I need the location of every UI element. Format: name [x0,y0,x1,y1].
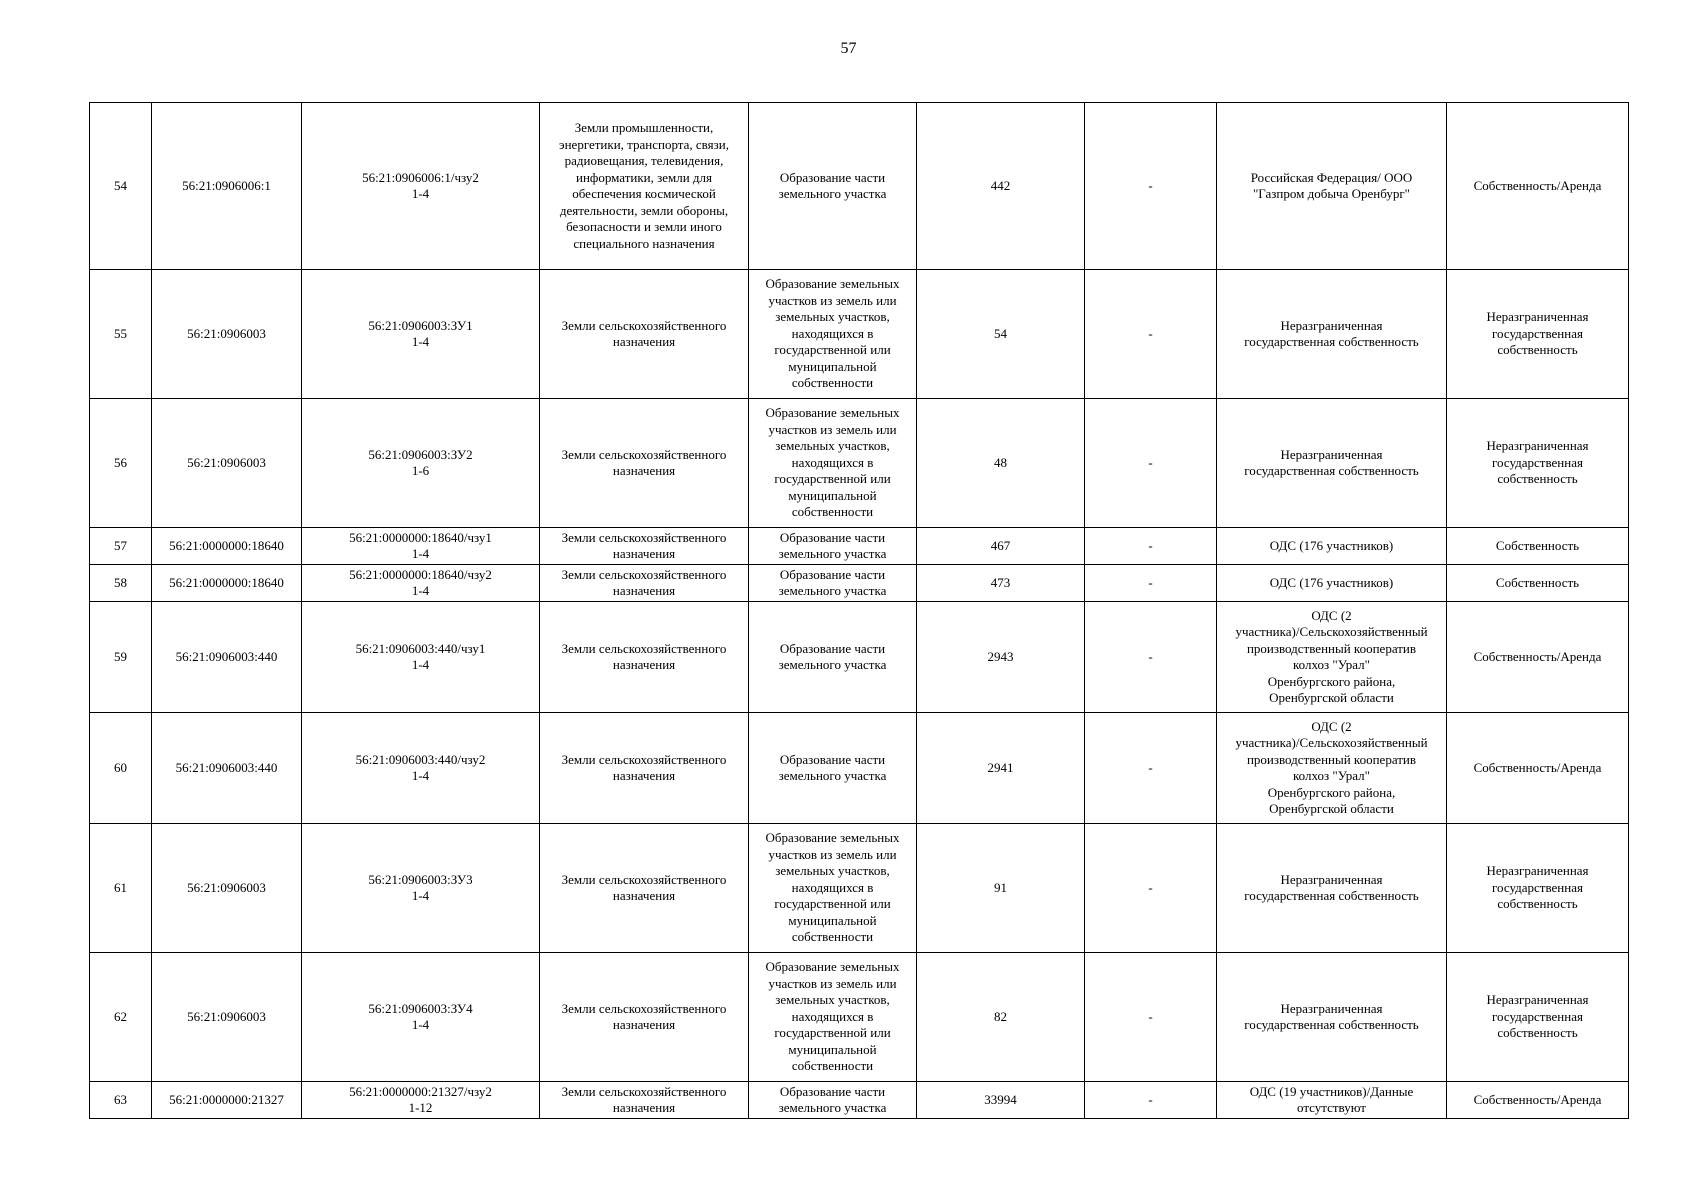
cell-text-line: 1-4 [411,1017,430,1032]
cell-text-line: Земли сельскохозяйственного [561,566,727,582]
cell-text-line: отсутствуют [1297,1100,1366,1115]
cell-text-line: Земли сельскохозяйственного [561,317,727,333]
cell-text-line: государственная собственность [1244,463,1419,478]
land-category-cell [540,602,749,713]
right-type-cell [1447,103,1629,270]
right-type-cell [1447,399,1629,528]
right-type-cell [1447,713,1629,824]
cell-text-line: Неразграниченная [1486,863,1589,879]
area-cell: 467 [917,528,1085,565]
owner-cell [1217,399,1447,528]
cell-text-line: информатики, земли для [575,169,713,185]
cell-text-line: Оренбургского района, [1267,673,1396,689]
cell-text-line: Собственность/Аренда [1473,177,1602,193]
cell-text-line: Образование части [779,529,886,545]
cell-text-line: "Газпром добыча Оренбург" [1253,186,1410,201]
cell-text-line: деятельности, земли обороны, [559,202,729,218]
table-row [90,953,1629,1082]
plot-part-number-cell [302,824,540,953]
encumbrance-cell: - [1085,399,1217,528]
cell-text-line: земельного участка [778,1100,887,1115]
cell-text-line: Образование части [779,751,886,767]
cell-text-line: Оренбургского района, [1267,784,1396,800]
cell-text-line: государственная [1492,879,1583,895]
cell-text-line: собственности [791,375,874,391]
formation-purpose-cell [749,103,917,270]
land-category-cell [540,1082,749,1119]
land-category-cell [540,824,749,953]
table-row [90,565,1629,602]
formation-purpose-cell [749,953,917,1082]
cell-text-line: 56:21:0906006:1/чзу2 [362,169,479,185]
cell-text-line: Земли сельскохозяйственного [561,640,727,656]
right-type-cell [1447,565,1629,602]
plot-part-number-cell [302,602,540,713]
cell-text-line: 56:21:0000000:18640/чзу1 [349,529,492,545]
cell-text-line: Образование земельных [765,405,900,421]
cell-text-line: специального назначения [573,235,715,251]
cell-text-line: 1-4 [411,657,430,672]
area-cell: 442 [917,103,1085,270]
cell-text-line: производственный кооператив [1246,640,1417,656]
owner-cell [1217,1082,1447,1119]
table-row [90,103,1629,270]
cell-text-line: участков из земель или [768,975,897,991]
cell-text-line: собственности [791,504,874,520]
cell-text-line: участков из земель или [768,846,897,862]
cell-text-line: Образование части [779,566,886,582]
encumbrance-cell: - [1085,528,1217,565]
cell-text-line: Неразграниченная [1486,438,1589,454]
cell-text-line: назначения [612,1100,676,1115]
right-type-cell [1447,953,1629,1082]
cell-text-line: собственность [1497,342,1578,358]
cell-text-line: государственной или [774,896,891,912]
land-category-cell [540,399,749,528]
plot-part-number-cell [302,103,540,270]
row-number-cell: 58 [90,565,152,602]
cell-text-line: Собственность [1495,537,1580,553]
cadastral-number-cell: 56:21:0906003:440 [152,602,302,713]
table-row [90,1082,1629,1119]
cadastral-number-cell: 56:21:0906003 [152,953,302,1082]
area-cell: 2943 [917,602,1085,713]
cell-text-line: муниципальной [788,912,877,928]
row-number-cell: 61 [90,824,152,953]
cell-text-line: Образование части [779,1083,886,1099]
cadastral-number-cell: 56:21:0906003 [152,824,302,953]
right-type-cell [1447,602,1629,713]
table-row [90,399,1629,528]
cell-text-line: безопасности и земли иного [566,219,722,234]
owner-cell [1217,953,1447,1082]
cell-text-line: Неразграниченная [1280,446,1383,462]
area-cell: 82 [917,953,1085,1082]
cell-text-line: 1-12 [408,1100,433,1115]
row-number-cell: 63 [90,1082,152,1119]
cell-text-line: находящихся в [791,454,874,470]
cell-text-line: собственности [791,929,874,945]
cell-text-line: 56:21:0000000:18640/чзу2 [349,566,492,582]
row-number-cell: 57 [90,528,152,565]
cell-text-line: назначения [612,657,676,672]
cell-text-line: Образование земельных [765,959,900,975]
cell-text-line: государственная [1492,454,1583,470]
owner-cell [1217,528,1447,565]
right-type-cell [1447,1082,1629,1119]
area-cell: 54 [917,270,1085,399]
cell-text-line: 56:21:0906003:440/чзу2 [355,751,486,767]
formation-purpose-cell [749,602,917,713]
row-number-cell: 62 [90,953,152,1082]
cell-text-line: собственность [1497,1025,1578,1041]
right-type-cell [1447,824,1629,953]
cell-text-line: 1-6 [411,463,430,478]
cell-text-line: 56:21:0906003:ЗУ2 [368,446,473,462]
cell-text-line: колхоз "Урал" [1293,657,1370,672]
land-category-cell [540,270,749,399]
cell-text-line: 56:21:0000000:21327/чзу2 [349,1083,492,1099]
cell-text-line: муниципальной [788,1041,877,1057]
encumbrance-cell: - [1085,824,1217,953]
cell-text-line: 56:21:0906003:440/чзу1 [355,640,486,656]
cell-text-line: собственности [791,1058,874,1074]
table-row [90,824,1629,953]
row-number-cell: 56 [90,399,152,528]
cell-text-line: назначения [612,334,676,349]
encumbrance-cell: - [1085,713,1217,824]
page-number: 57 [840,40,857,57]
cell-text-line: участков из земель или [768,421,897,437]
formation-purpose-cell [749,399,917,528]
cell-text-line: колхоз "Урал" [1293,768,1370,783]
land-category-cell [540,953,749,1082]
formation-purpose-cell [749,824,917,953]
cadastral-number-cell: 56:21:0906006:1 [152,103,302,270]
cell-text-line: Земли сельскохозяйственного [561,446,727,462]
cell-text-line: ОДС (176 участников) [1269,537,1394,553]
formation-purpose-cell [749,270,917,399]
owner-cell [1217,602,1447,713]
cell-text-line: земельных участков, [775,863,890,879]
area-cell: 473 [917,565,1085,602]
table-row [90,602,1629,713]
cell-text-line: 56:21:0906003:ЗУ3 [368,871,473,887]
cell-text-line: государственная собственность [1244,1017,1419,1032]
owner-cell [1217,713,1447,824]
cell-text-line: Собственность [1495,574,1580,590]
cell-text-line: 1-4 [411,583,430,598]
encumbrance-cell: - [1085,1082,1217,1119]
plot-part-number-cell [302,528,540,565]
table-row [90,270,1629,399]
table-row [90,528,1629,565]
table-row [90,713,1629,824]
land-category-cell [540,103,749,270]
cadastral-number-cell: 56:21:0000000:18640 [152,528,302,565]
cell-text-line: производственный кооператив [1246,751,1417,767]
encumbrance-cell: - [1085,602,1217,713]
cell-text-line: государственная [1492,325,1583,341]
encumbrance-cell: - [1085,953,1217,1082]
cell-text-line: 1-4 [411,546,430,561]
encumbrance-cell: - [1085,270,1217,399]
owner-cell [1217,565,1447,602]
plot-part-number-cell [302,713,540,824]
land-category-cell [540,528,749,565]
area-cell: 48 [917,399,1085,528]
land-plots-table [89,102,1629,1119]
plot-part-number-cell [302,1082,540,1119]
cell-text-line: собственность [1497,896,1578,912]
cell-text-line: государственной или [774,342,891,358]
cell-text-line: земельных участков, [775,438,890,454]
cell-text-line: Образование земельных [765,830,900,846]
cadastral-number-cell: 56:21:0000000:21327 [152,1082,302,1119]
formation-purpose-cell [749,565,917,602]
encumbrance-cell: - [1085,565,1217,602]
area-cell: 33994 [917,1082,1085,1119]
cell-text-line: 56:21:0906003:ЗУ1 [368,317,473,333]
owner-cell [1217,103,1447,270]
area-cell: 2941 [917,713,1085,824]
cell-text-line: ОДС (2 [1311,607,1352,623]
cell-text-line: Оренбургской области [1269,801,1394,816]
cell-text-line: 1-4 [411,768,430,783]
cell-text-line: ОДС (2 [1311,718,1352,734]
cell-text-line: государственной или [774,471,891,487]
cell-text-line: 1-4 [411,888,430,903]
cell-text-line: Земли промышленности, [574,120,714,135]
cell-text-line: Земли сельскохозяйственного [561,751,727,767]
cadastral-number-cell: 56:21:0906003 [152,270,302,399]
cell-text-line: муниципальной [788,358,877,374]
cell-text-line: земельных участков, [775,992,890,1008]
cell-text-line: государственная собственность [1244,334,1419,349]
encumbrance-cell: - [1085,103,1217,270]
cell-text-line: Земли сельскохозяйственного [561,1000,727,1016]
plot-part-number-cell [302,399,540,528]
cell-text-line: муниципальной [788,487,877,503]
cell-text-line: находящихся в [791,1008,874,1024]
cell-text-line: земельных участков, [775,309,890,325]
cell-text-line: Собственность/Аренда [1473,1091,1602,1107]
right-type-cell [1447,528,1629,565]
cell-text-line: обеспечения космической [572,186,716,201]
cell-text-line: назначения [612,546,676,561]
cell-text-line: ОДС (176 участников) [1269,574,1394,590]
cell-text-line: земельного участка [778,546,887,561]
cell-text-line: энергетики, транспорта, связи, [559,136,729,152]
cell-text-line: земельного участка [778,583,887,598]
cell-text-line: земельного участка [778,657,887,672]
owner-cell [1217,270,1447,399]
cell-text-line: участков из земель или [768,292,897,308]
cell-text-line: назначения [612,1017,676,1032]
cell-text-line: собственность [1497,471,1578,487]
cell-text-line: находящихся в [791,879,874,895]
cell-text-line: Земли сельскохозяйственного [561,1083,727,1099]
cell-text-line: участника)/Сельскохозяйственный [1235,624,1428,639]
cell-text-line: Собственность/Аренда [1473,759,1602,775]
cell-text-line: Неразграниченная [1486,309,1589,325]
cell-text-line: 1-4 [411,334,430,349]
cell-text-line: земельного участка [778,186,887,201]
cell-text-line: Неразграниченная [1280,871,1383,887]
cell-text-line: государственная собственность [1244,888,1419,903]
row-number-cell: 54 [90,103,152,270]
plot-part-number-cell [302,565,540,602]
cell-text-line: Образование части [779,640,886,656]
right-type-cell [1447,270,1629,399]
cell-text-line: Оренбургской области [1269,690,1394,705]
cell-text-line: ОДС (19 участников)/Данные [1249,1083,1414,1099]
cadastral-number-cell: 56:21:0906003:440 [152,713,302,824]
cell-text-line: находящихся в [791,325,874,341]
plot-part-number-cell [302,270,540,399]
owner-cell [1217,824,1447,953]
cell-text-line: назначения [612,583,676,598]
area-cell: 91 [917,824,1085,953]
cell-text-line: Собственность/Аренда [1473,648,1602,664]
cell-text-line: назначения [612,463,676,478]
cell-text-line: 56:21:0906003:ЗУ4 [368,1000,473,1016]
cell-text-line: Образование земельных [765,276,900,292]
cell-text-line: Земли сельскохозяйственного [561,871,727,887]
cell-text-line: Неразграниченная [1486,992,1589,1008]
cadastral-number-cell: 56:21:0906003 [152,399,302,528]
formation-purpose-cell [749,713,917,824]
land-category-cell [540,565,749,602]
cell-text-line: Образование части [779,169,886,185]
cell-text-line: радиовещания, телевидения, [564,153,724,168]
cell-text-line: 1-4 [411,186,430,201]
cell-text-line: Земли сельскохозяйственного [561,529,727,545]
formation-purpose-cell [749,528,917,565]
land-category-cell [540,713,749,824]
cell-text-line: Неразграниченная [1280,317,1383,333]
cell-text-line: участника)/Сельскохозяйственный [1235,735,1428,750]
cell-text-line: государственная [1492,1008,1583,1024]
cadastral-number-cell: 56:21:0000000:18640 [152,565,302,602]
cell-text-line: Российская Федерация/ ООО [1250,169,1413,185]
cell-text-line: земельного участка [778,768,887,783]
row-number-cell: 55 [90,270,152,399]
cell-text-line: Неразграниченная [1280,1000,1383,1016]
row-number-cell: 60 [90,713,152,824]
plot-part-number-cell [302,953,540,1082]
row-number-cell: 59 [90,602,152,713]
cell-text-line: назначения [612,768,676,783]
formation-purpose-cell [749,1082,917,1119]
cell-text-line: государственной или [774,1025,891,1041]
cell-text-line: назначения [612,888,676,903]
